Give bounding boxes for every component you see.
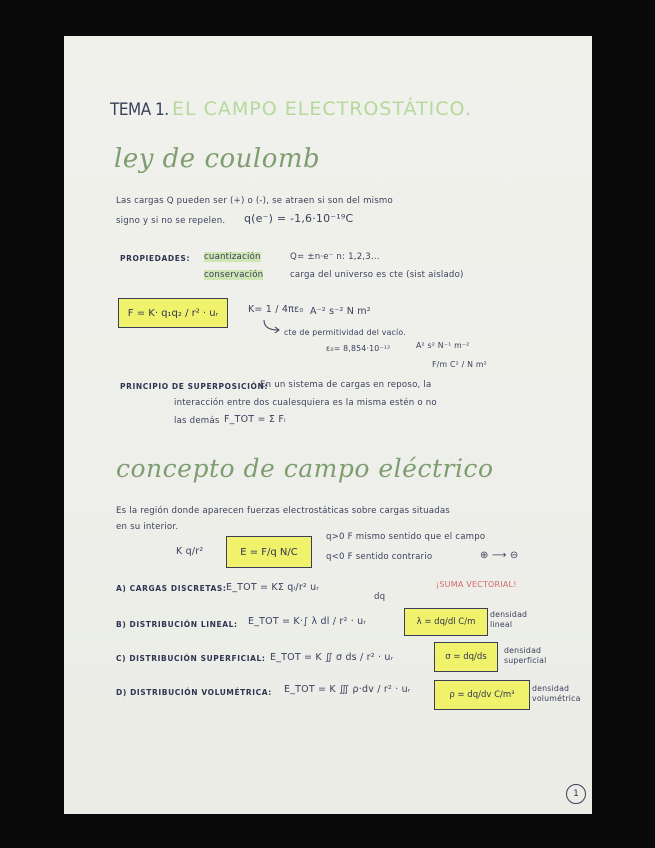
distribucion-volumetrica-label: D) DISTRIBUCIÓN VOLUMÉTRICA: — [116, 688, 272, 697]
densidad-volumetrica-formula: ρ = dq/dv C/m³ — [449, 690, 515, 700]
coulomb-formula: F = K· q₁q₂ / r² · uᵣ — [127, 307, 219, 319]
densidad-lineal-box — [404, 608, 488, 636]
superposicion-line1: En un sistema de cargas en reposo, la — [260, 380, 432, 390]
permittivity-note: cte de permitividad del vacío. — [284, 328, 406, 337]
prop-cuantizacion-value: Q= ±n·e⁻ n: 1,2,3... — [290, 252, 380, 262]
superposicion-line3: las demás — [174, 416, 220, 426]
densidad-volumetrica-box — [434, 680, 530, 710]
cargas-discretas-formula: E_TOT = KΣ qᵢ/r² uᵣ — [226, 582, 320, 593]
campo-def-line2: en su interior. — [116, 522, 179, 532]
field-formula-box — [226, 536, 312, 568]
distribucion-superficial-formula: E_TOT = K ∬ σ ds / r² · uᵣ — [270, 652, 394, 663]
densidad-volumetrica-desc: densidad volumétrica — [532, 684, 581, 703]
q-negative-note: q<0 F sentido contrario — [326, 552, 433, 562]
prop-conservacion: conservación — [204, 270, 264, 280]
eps-units: A² s² N⁻¹ m⁻² — [416, 341, 470, 350]
k-formula: K= 1 / 4πε₀ — [248, 304, 304, 315]
page-number: 1 — [566, 784, 586, 804]
campo-def-line1: Es la región donde aparecen fuerzas electrostáticas sobre cargas situadas — [116, 506, 450, 516]
densidad-superficial-formula: σ = dq/ds — [445, 652, 487, 662]
propiedades-label: PROPIEDADES: — [120, 254, 191, 263]
coulomb-intro-line2: signo y si no se repelen. — [116, 216, 226, 226]
k-q-r2: K q/r² — [176, 546, 204, 557]
densidad-superficial-desc: densidad superficial — [504, 646, 547, 665]
f-m-units: F/m C² / N m² — [432, 360, 487, 369]
densidad-superficial-box — [434, 642, 498, 672]
page-title: EL CAMPO ELECTROSTÁTICO. — [172, 98, 472, 120]
notebook-page — [64, 36, 592, 814]
dq-label: dq — [374, 592, 386, 602]
tema-label: TEMA 1. — [110, 100, 169, 120]
prop-cuantizacion: cuantización — [204, 252, 261, 262]
superposicion-formula: F_TOT = Σ Fᵢ — [224, 414, 286, 425]
cargas-discretas-label: A) CARGAS DISCRETAS: — [116, 584, 227, 593]
distribucion-volumetrica-formula: E_TOT = K ∭ ρ·dv / r² · uᵣ — [284, 684, 411, 695]
densidad-lineal-formula: λ = dq/dl C/m — [416, 617, 476, 627]
campo-heading: concepto de campo eléctrico — [116, 454, 494, 483]
coulomb-intro-line1: Las cargas Q pueden ser (+) o (-), se atraen si son del mismo — [116, 196, 393, 206]
coulomb-formula-box — [118, 298, 228, 328]
densidad-lineal-desc: densidad lineal — [490, 610, 528, 629]
curved-arrow-icon — [262, 320, 282, 338]
electron-charge: q(e⁻) = -1,6·10⁻¹⁹C — [244, 212, 354, 225]
superposicion-label: PRINCIPIO DE SUPERPOSICIÓN: — [120, 382, 268, 391]
q-positive-note: q>0 F mismo sentido que el campo — [326, 532, 486, 542]
distribucion-superficial-label: C) DISTRIBUCIÓN SUPERFICIAL: — [116, 654, 266, 663]
prop-conservacion-value: carga del universo es cte (sist aislado) — [290, 270, 464, 280]
charge-direction-arrow: ⊕ ⟶ ⊖ — [480, 550, 519, 561]
distribucion-lineal-label: B) DISTRIBUCIÓN LINEAL: — [116, 620, 238, 629]
suma-vectorial-note: ¡SUMA VECTORIAL! — [436, 580, 517, 589]
superposicion-line2: interacción entre dos cualesquiera es la misma estén o no — [174, 398, 437, 408]
k-units: A⁻² s⁻² N m² — [310, 306, 371, 317]
distribucion-lineal-formula: E_TOT = K·∫ λ dl / r² · uᵣ — [248, 616, 367, 627]
coulomb-heading: ley de coulomb — [114, 144, 321, 174]
field-formula: E = F/q N/C — [240, 546, 298, 558]
eps-value: ε₀= 8,854·10⁻¹² — [326, 344, 391, 353]
